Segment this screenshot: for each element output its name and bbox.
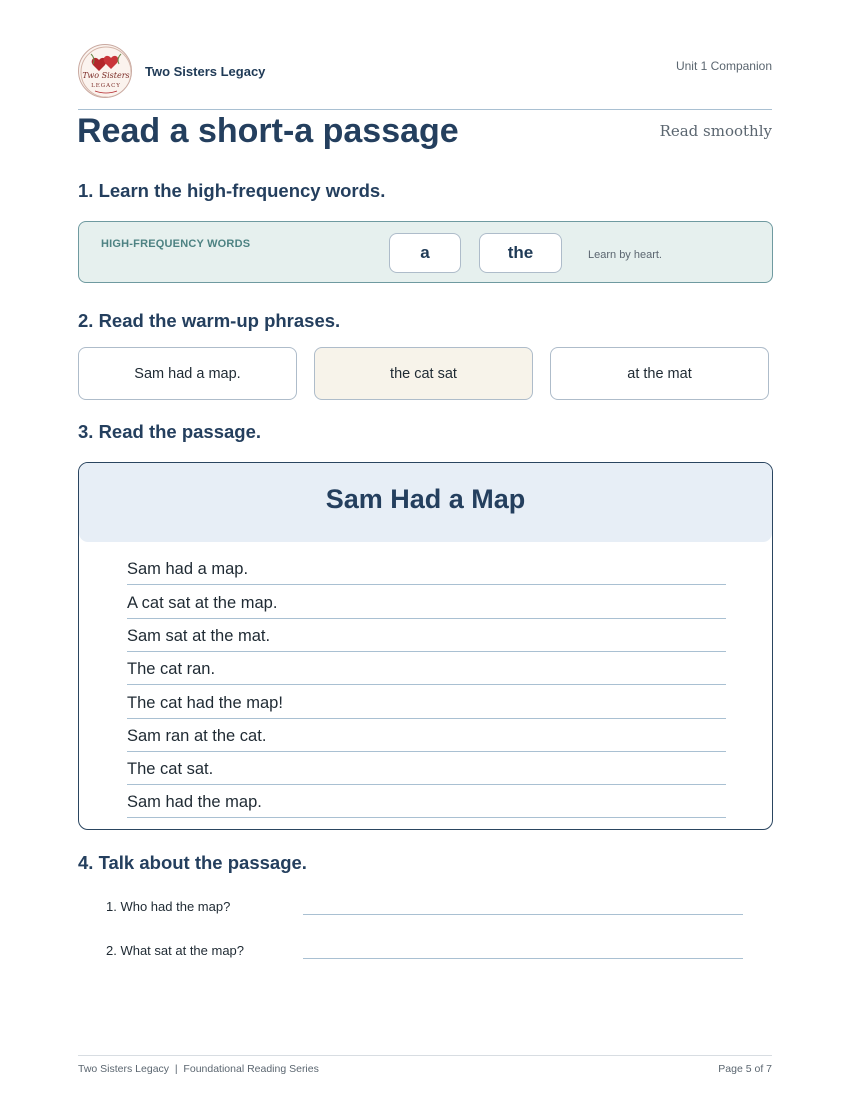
brand-logo-icon (79, 45, 132, 98)
high-frequency-words-box (78, 221, 773, 283)
unit-label: Unit 1 Companion (675, 59, 772, 73)
page-header (78, 44, 772, 110)
word-card-the: the (479, 233, 562, 273)
brand-name: Two Sisters Legacy (145, 64, 266, 79)
passage-line: Sam sat at the mat. (127, 618, 726, 652)
phrase-card: Sam had a map. (78, 347, 297, 400)
passage-line: A cat sat at the map. (127, 585, 726, 619)
passage-line: Sam had a map. (127, 551, 726, 585)
passage-title: Sam Had a Map (325, 484, 526, 514)
word-card-a: a (389, 233, 461, 273)
brand-logo (78, 44, 132, 98)
answer-line-1[interactable] (303, 914, 743, 915)
svg-text:Two Sisters: Two Sisters (82, 71, 130, 80)
phrase-card: at the mat (550, 347, 769, 400)
footer-series: Two Sisters Legacy | Foundational Reading Series (78, 1063, 319, 1075)
page-subtitle: Read smoothly (659, 122, 772, 140)
svg-text:LEGACY: LEGACY (91, 83, 121, 89)
passage-line: Sam ran at the cat. (127, 718, 726, 752)
page-footer (78, 1055, 772, 1075)
passage-line: The cat sat. (127, 751, 726, 785)
high-frequency-label: HIGH-FREQUENCY WORDS (101, 238, 251, 250)
answer-line-2[interactable] (303, 958, 743, 959)
phrase-card-highlighted: the cat sat (314, 347, 533, 400)
passage-line: The cat had the map! (127, 685, 726, 719)
section-3-heading: 3. Read the passage. (78, 421, 262, 442)
passage-header (79, 463, 772, 542)
page-number: Page 5 of 7 (718, 1063, 772, 1075)
passage-line: Sam had the map. (127, 784, 726, 818)
question-1: 1. Who had the map? (106, 899, 231, 914)
passage-box (78, 462, 773, 830)
page-title: Read a short-a passage (77, 112, 459, 150)
passage-line: The cat ran. (127, 651, 726, 685)
high-frequency-note: Learn by heart. (588, 249, 662, 261)
section-1-heading: 1. Learn the high-frequency words. (78, 180, 386, 201)
section-4-heading: 4. Talk about the passage. (78, 852, 307, 873)
question-2: 2. What sat at the map? (106, 943, 245, 958)
section-2-heading: 2. Read the warm-up phrases. (78, 310, 341, 331)
